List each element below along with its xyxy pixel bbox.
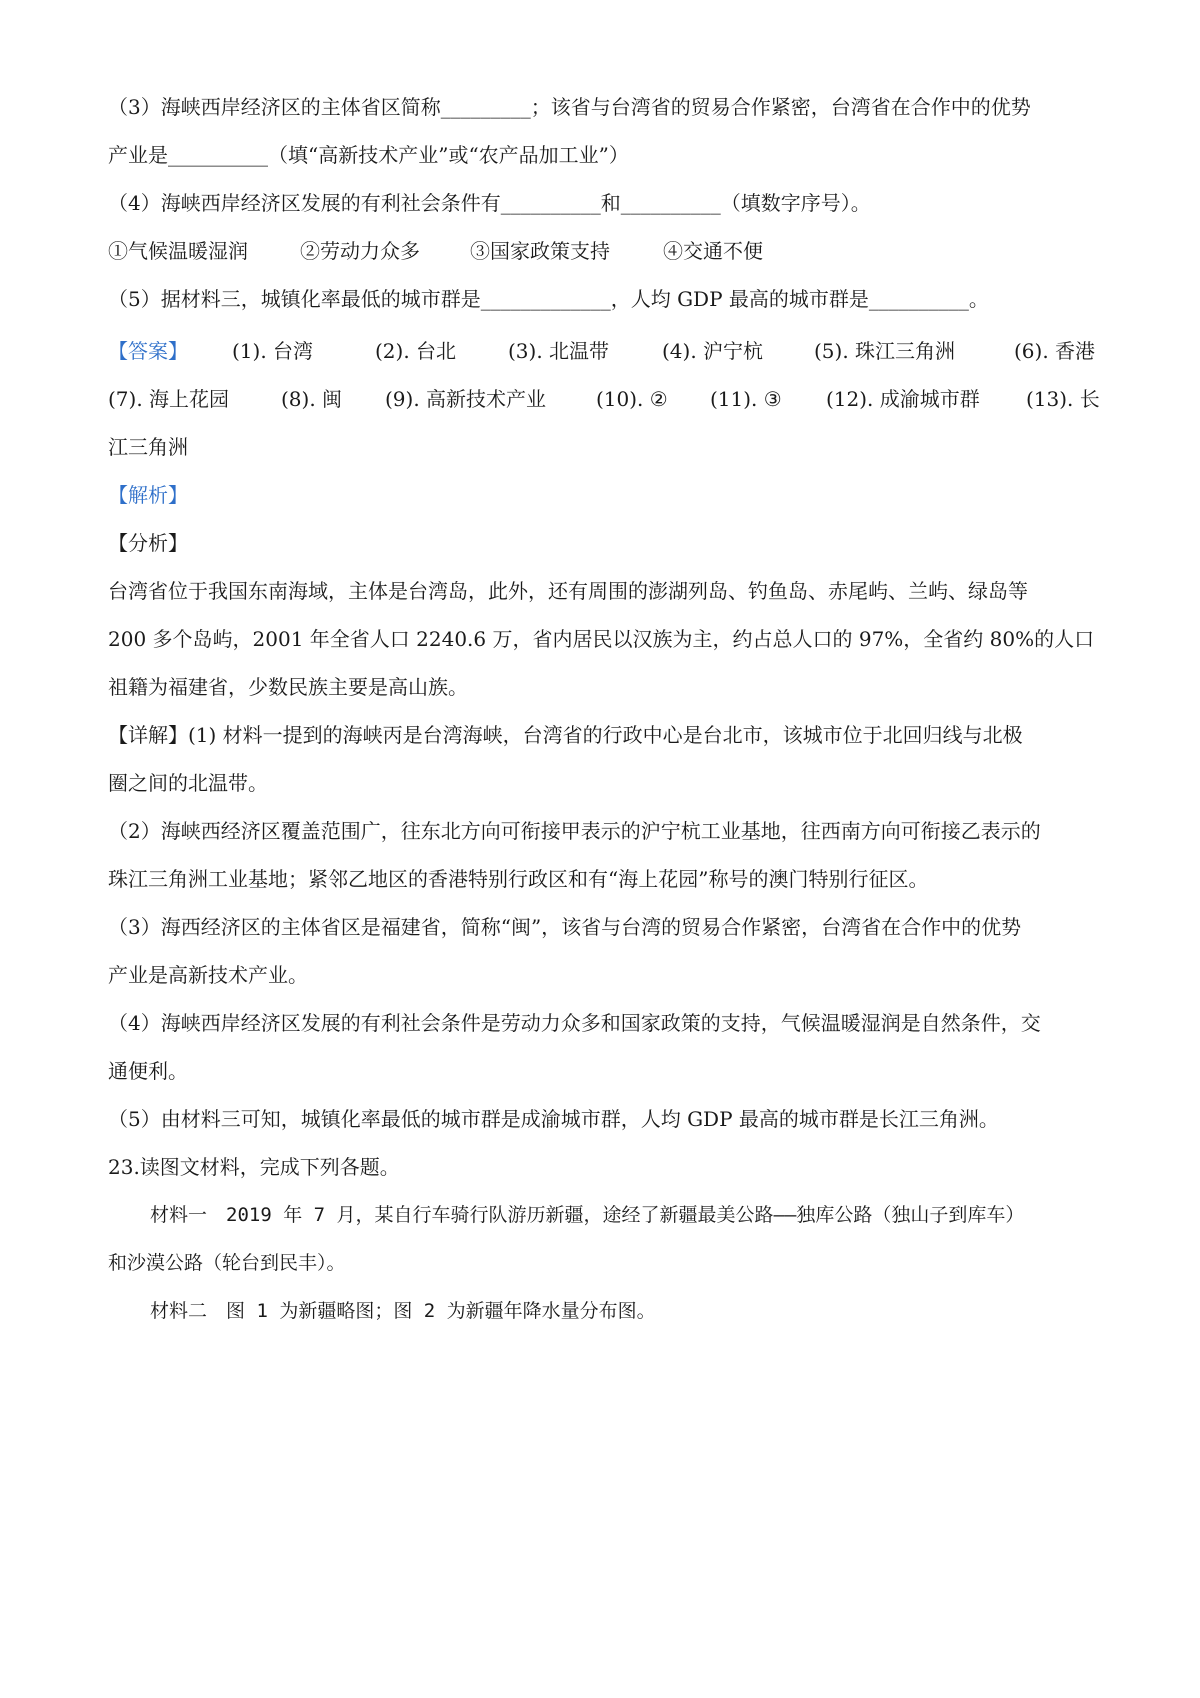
analysis-sub-label: 【分析】 [108,531,188,555]
answer-item: (9). 高新技术产业 [385,387,547,411]
q23-title: 23.读图文材料，完成下列各题。 [108,1155,400,1179]
answer-item: (4). 沪宁杭 [662,339,764,363]
q3-line2: 产业是__________（填“高新技术产业”或“农产品加工业”） [108,143,629,167]
answer-item: (10). ② [596,387,668,411]
analysis-paragraph-line: 祖籍为福建省，少数民族主要是高山族。 [108,675,468,699]
detail-line: （4）海峡西岸经济区发展的有利社会条件是劳动力众多和国家政策的支持，气候温暖湿润是自然条件，交 [108,1011,1041,1035]
q23-material-2: 材料二 图 1 为新疆略图；图 2 为新疆年降水量分布图。 [150,1300,656,1322]
q4-option-3: ③国家政策支持 [470,239,610,263]
q4-option-1: ①气候温暖湿润 [108,239,248,263]
q23-material-1-line2: 和沙漠公路（轮台到民丰）。 [108,1252,346,1274]
answer-item: (1). 台湾 [232,339,314,363]
q4-line1: （4）海峡西岸经济区发展的有利社会条件有__________和__________（填数字序号）。 [108,191,871,215]
answer-continuation: 江三角洲 [108,435,188,459]
analysis-paragraph-line: 200 多个岛屿，2001 年全省人口 2240.6 万，省内居民以汉族为主，约占总人口的 97%，全省约 80%的人口 [108,627,1095,651]
q23-material-1-line1: 材料一 2019 年 7 月，某自行车骑行队游历新疆，途经了新疆最美公路——独库公路（独山子到库车） [150,1204,1025,1226]
q4-option-2: ②劳动力众多 [300,239,420,263]
detail-line: 珠江三角洲工业基地；紧邻乙地区的香港特别行政区和有“海上花园”称号的澳门特别行征区。 [108,867,929,891]
detail-line: （5）由材料三可知，城镇化率最低的城市群是成渝城市群，人均 GDP 最高的城市群是长江三角洲。 [108,1107,999,1131]
detail-line: （3）海西经济区的主体省区是福建省，简称“闽”，该省与台湾的贸易合作紧密，台湾省在合作中的优势 [108,915,1022,939]
answer-item: (3). 北温带 [508,339,610,363]
detail-line: 圈之间的北温带。 [108,771,268,795]
detail-line: 【详解】(1) 材料一提到的海峡丙是台湾海峡，台湾省的行政中心是台北市，该城市位于北回归线与北极 [108,723,1023,747]
detail-line: （2）海峡西经济区覆盖范围广，往东北方向可衔接甲表示的沪宁杭工业基地，往西南方向可衔接乙表示的 [108,819,1041,843]
detail-line: 产业是高新技术产业。 [108,963,308,987]
q5-line1: （5）据材料三，城镇化率最低的城市群是_____________，人均 GDP 最高的城市群是__________。 [108,287,989,311]
answer-item: (12). 成渝城市群 [826,387,980,411]
q3-line1: （3）海峡西岸经济区的主体省区简称_________；该省与台湾省的贸易合作紧密，台湾省在合作中的优势 [108,95,1031,119]
answer-item: (8). 闽 [281,387,343,411]
analysis-paragraph-line: 台湾省位于我国东南海域，主体是台湾岛，此外，还有周围的澎湖列岛、钓鱼岛、赤尾屿、兰屿、绿岛等 [108,579,1028,603]
q4-option-4: ④交通不便 [663,239,763,263]
answer-label: 【答案】 [108,339,188,363]
answer-item: (13). 长 [1026,387,1100,411]
answer-item: (6). 香港 [1014,339,1096,363]
detail-line: 通便利。 [108,1059,188,1083]
answer-item: (2). 台北 [375,339,457,363]
answer-item: (5). 珠江三角洲 [814,339,956,363]
answer-item: (11). ③ [710,387,782,411]
analysis-label: 【解析】 [108,483,188,507]
answer-item: (7). 海上花园 [108,387,230,411]
